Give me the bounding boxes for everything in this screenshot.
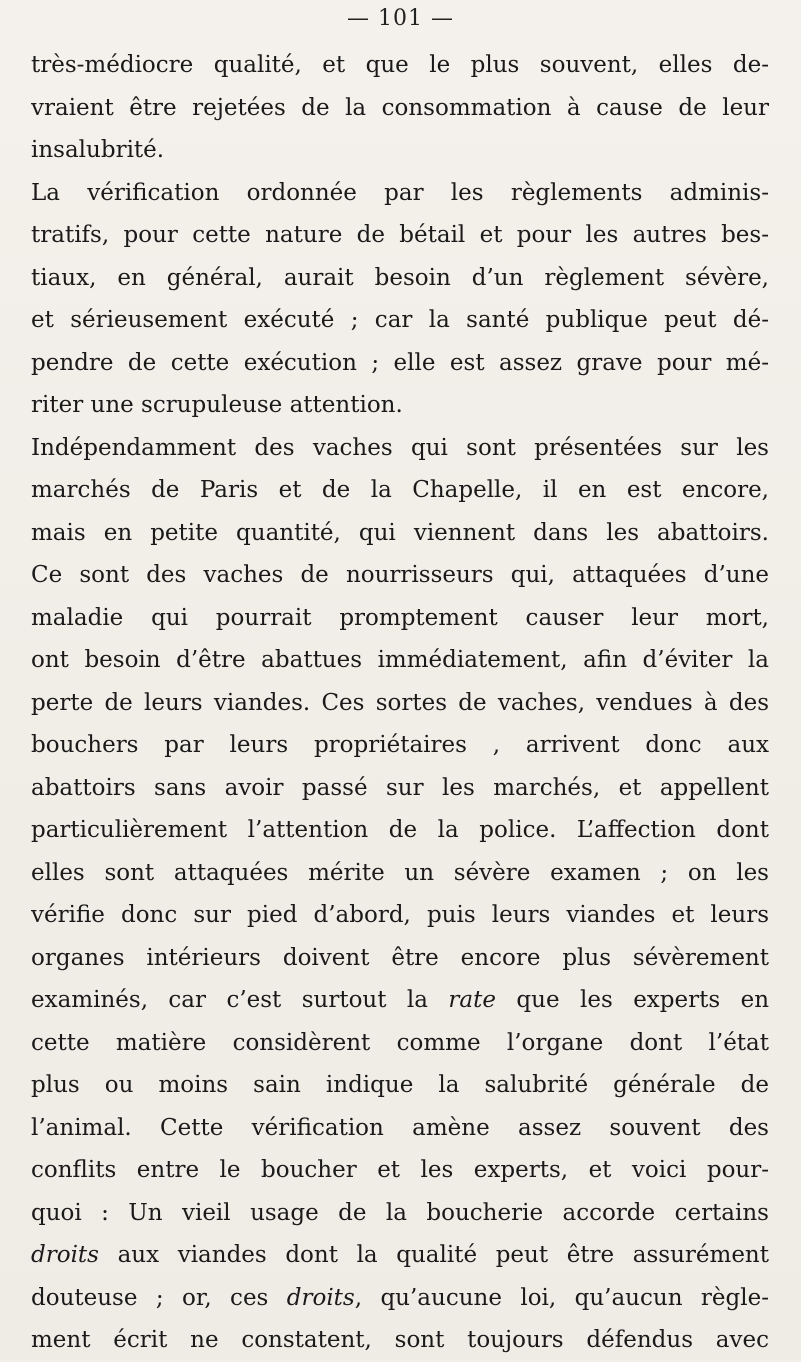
text-segment: et sérieusement exécuté ; car la santé publique peut dé-	[31, 307, 769, 333]
text-segment: examinés, car c’est surtout la	[31, 987, 449, 1013]
text-line	[31, 257, 769, 300]
text-segment: perte de leurs viandes. Ces sortes de vaches, vendues à des	[31, 689, 769, 716]
text-line	[31, 512, 769, 555]
text-line	[31, 129, 769, 172]
text-line	[31, 342, 769, 385]
text-segment: ont besoin d’être abattues immédiatement, afin d’éviter la	[31, 647, 769, 673]
text-line	[31, 767, 769, 810]
text-segment: tratifs, pour cette nature de bétail et pour les autres bes-	[31, 222, 769, 248]
text-segment: mais en petite quantité, qui viennent dans les abattoirs.	[31, 519, 769, 546]
text-segment: tiaux, en général, aurait besoin d’un règlement sévère,	[31, 264, 769, 291]
text-segment: quoi : Un vieil usage de la boucherie accorde certains	[31, 1199, 769, 1226]
text-line	[31, 299, 769, 342]
text-segment: organes intérieurs doivent être encore plus sévèrement	[31, 944, 769, 971]
text-line	[31, 427, 769, 470]
text-segment: Ce sont des vaches de nourrisseurs qui, attaquées d’une	[31, 562, 769, 588]
text-segment: pendre de cette exécution ; elle est assez grave pour mé-	[31, 349, 769, 376]
page-number-header: — 101 —	[347, 6, 454, 31]
text-line	[31, 1022, 769, 1065]
text-line	[31, 1064, 769, 1107]
text-segment: particulièrement l’attention de la police. L’affection dont	[31, 817, 769, 843]
text-segment: très-médiocre qualité, et que le plus souvent, elles de-	[31, 52, 769, 78]
text-segment: bouchers par leurs propriétaires , arrivent donc aux	[31, 732, 769, 758]
text-segment: maladie qui pourrait promptement causer leur mort,	[31, 604, 769, 631]
text-segment: insalubrité.	[31, 137, 165, 163]
italic-text: rate	[448, 987, 496, 1013]
text-segment: l’animal. Cette vérification amène assez souvent des	[31, 1114, 769, 1141]
text-line	[31, 852, 769, 895]
text-segment: , qu’aucune loi, qu’aucun règle-	[354, 1284, 769, 1311]
text-line	[31, 894, 769, 937]
text-line	[31, 1149, 769, 1192]
text-line	[31, 639, 769, 682]
text-line	[31, 172, 769, 215]
text-segment: riter une scrupuleuse attention.	[31, 392, 403, 418]
text-segment: Indépendamment des vaches qui sont présentées sur les	[31, 434, 769, 461]
text-segment: marchés de Paris et de la Chapelle, il en est encore,	[31, 477, 769, 503]
text-line	[31, 214, 769, 257]
text-line	[31, 597, 769, 640]
italic-text: droits	[286, 1284, 355, 1311]
text-segment: douteuse ; or, ces	[31, 1284, 287, 1311]
text-segment: cette matière considèrent comme l’organe dont l’état	[31, 1029, 769, 1056]
text-line	[31, 1107, 769, 1150]
text-line	[31, 384, 769, 427]
text-line	[31, 87, 769, 130]
text-line	[31, 1319, 769, 1362]
text-segment: ment écrit ne constatent, sont toujours défendus avec	[31, 1327, 769, 1353]
text-segment: vérifie donc sur pied d’abord, puis leurs viandes et leurs	[31, 902, 769, 928]
text-line	[31, 937, 769, 980]
text-line	[31, 1192, 769, 1235]
text-segment: plus ou moins sain indique la salubrité générale de	[31, 1072, 769, 1098]
text-line	[31, 554, 769, 597]
text-segment: vraient être rejetées de la consommation à cause de leur	[31, 94, 769, 121]
italic-text: droits	[31, 1242, 99, 1268]
text-segment: abattoirs sans avoir passé sur les marchés, et appellent	[31, 774, 769, 801]
text-line	[31, 809, 769, 852]
text-line	[31, 724, 769, 767]
text-segment: conflits entre le boucher et les experts, et voici pour-	[31, 1157, 769, 1183]
text-line	[31, 682, 769, 725]
text-segment: aux viandes dont la qualité peut être assurément	[98, 1242, 769, 1268]
text-line	[31, 469, 769, 512]
text-segment: que les experts en	[495, 987, 769, 1013]
text-line	[31, 1277, 769, 1320]
text-segment: La vérification ordonnée par les règlements adminis-	[31, 179, 769, 206]
text-line	[31, 979, 769, 1022]
body-text	[31, 44, 769, 1362]
text-segment: elles sont attaquées mérite un sévère examen ; on les	[31, 859, 769, 886]
text-line	[31, 44, 769, 87]
text-line	[31, 1234, 769, 1277]
